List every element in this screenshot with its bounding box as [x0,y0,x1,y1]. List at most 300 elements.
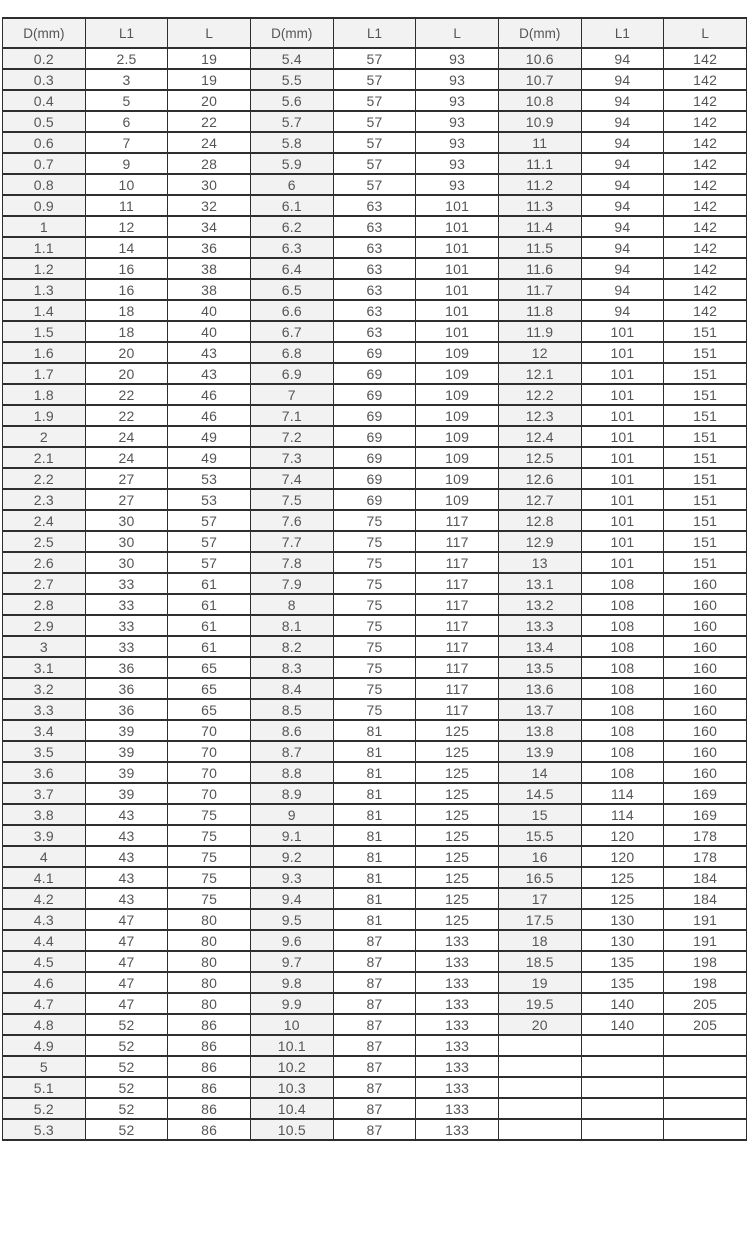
table-row [3,678,747,699]
l1-value-cell: 94 [581,258,664,279]
l-value-cell: 117 [416,573,499,594]
l-value-cell: 133 [416,1056,499,1077]
l-value-cell: 117 [416,699,499,720]
table-row [3,69,747,90]
l1-value-cell: 24 [85,447,168,468]
d-value-cell: 5.6 [250,90,333,111]
l-value-cell: 160 [664,573,747,594]
d-value-cell: 13.1 [498,573,581,594]
l-value-cell: 117 [416,678,499,699]
l1-value-cell: 57 [333,174,416,195]
d-value-cell: 12.3 [498,405,581,426]
d-value-cell: 15.5 [498,825,581,846]
d-value-cell: 3.6 [3,762,86,783]
d-value-cell: 2 [3,426,86,447]
l1-value-cell: 108 [581,741,664,762]
d-value-cell: 0.9 [3,195,86,216]
l1-value-cell: 75 [333,615,416,636]
d-value-cell: 1.2 [3,258,86,279]
table-header [3,18,747,48]
l-value-cell: 46 [168,405,251,426]
d-value-cell: 10.4 [250,1098,333,1119]
l-value-cell: 151 [664,468,747,489]
l-value-cell: 101 [416,237,499,258]
l-value-cell: 205 [664,993,747,1014]
l1-value-cell: 18 [85,321,168,342]
l-value-cell: 101 [416,321,499,342]
d-value-cell: 15 [498,804,581,825]
column-header: L1 [333,18,416,48]
l-value-cell: 125 [416,762,499,783]
table-row [3,258,747,279]
l1-value-cell: 114 [581,783,664,804]
l1-value-cell: 69 [333,468,416,489]
l-value-cell: 160 [664,720,747,741]
d-value-cell: 2.7 [3,573,86,594]
l-value-cell: 61 [168,636,251,657]
l-value-cell: 142 [664,153,747,174]
l1-value-cell: 75 [333,657,416,678]
table-row [3,972,747,993]
l1-value-cell: 47 [85,972,168,993]
d-value-cell: 0.4 [3,90,86,111]
d-value-cell: 4.8 [3,1014,86,1035]
table-row [3,426,747,447]
d-value-cell: 13.6 [498,678,581,699]
l-value-cell: 65 [168,657,251,678]
l-value-cell: 93 [416,69,499,90]
l1-value-cell: 75 [333,678,416,699]
l-value-cell: 109 [416,447,499,468]
d-value-cell: 12.7 [498,489,581,510]
l-value-cell: 133 [416,951,499,972]
l1-value-cell: 57 [333,90,416,111]
l-value-cell: 36 [168,237,251,258]
d-value-cell: 11.2 [498,174,581,195]
d-value-cell: 10.7 [498,69,581,90]
l1-value-cell: 6 [85,111,168,132]
table-row [3,90,747,111]
l-value-cell: 125 [416,804,499,825]
d-value-cell: 18 [498,930,581,951]
l1-value-cell: 47 [85,909,168,930]
d-value-cell: 12.6 [498,468,581,489]
table-row [3,573,747,594]
l1-value-cell: 63 [333,216,416,237]
d-value-cell: 3.2 [3,678,86,699]
d-value-cell: 13.8 [498,720,581,741]
l1-value-cell: 47 [85,951,168,972]
l1-value-cell: 101 [581,531,664,552]
l1-value-cell: 101 [581,510,664,531]
l1-value-cell: 81 [333,909,416,930]
d-value-cell: 10 [250,1014,333,1035]
d-value-cell: 10.8 [498,90,581,111]
d-value-cell: 17.5 [498,909,581,930]
l-value-cell [664,1098,747,1119]
l-value-cell: 46 [168,384,251,405]
l1-value-cell: 81 [333,804,416,825]
d-value-cell: 8.4 [250,678,333,699]
l1-value-cell: 69 [333,405,416,426]
d-value-cell: 8.2 [250,636,333,657]
table-body [3,48,747,1140]
l-value-cell: 117 [416,657,499,678]
d-value-cell: 1.4 [3,300,86,321]
l1-value-cell: 108 [581,594,664,615]
l-value-cell: 151 [664,321,747,342]
d-value-cell: 6.4 [250,258,333,279]
l-value-cell: 101 [416,216,499,237]
dimension-table [2,17,747,1141]
d-value-cell: 11.3 [498,195,581,216]
d-value-cell: 10.1 [250,1035,333,1056]
l1-value-cell: 33 [85,636,168,657]
l-value-cell: 117 [416,531,499,552]
l1-value-cell: 94 [581,237,664,258]
l-value-cell: 86 [168,1056,251,1077]
d-value-cell: 13.3 [498,615,581,636]
table-row [3,594,747,615]
l1-value-cell: 52 [85,1119,168,1140]
d-value-cell: 13.2 [498,594,581,615]
l1-value-cell: 81 [333,783,416,804]
d-value-cell: 9.8 [250,972,333,993]
l1-value-cell: 43 [85,825,168,846]
d-value-cell: 0.6 [3,132,86,153]
l1-value-cell: 63 [333,237,416,258]
d-value-cell: 11.1 [498,153,581,174]
l1-value-cell: 101 [581,321,664,342]
l1-value-cell: 43 [85,846,168,867]
l-value-cell: 40 [168,321,251,342]
d-value-cell: 18.5 [498,951,581,972]
l-value-cell: 19 [168,48,251,69]
d-value-cell: 14.5 [498,783,581,804]
d-value-cell: 16 [498,846,581,867]
d-value-cell: 5.7 [250,111,333,132]
l1-value-cell: 135 [581,972,664,993]
l1-value-cell: 63 [333,279,416,300]
l1-value-cell: 39 [85,762,168,783]
d-value-cell: 3.7 [3,783,86,804]
l1-value-cell: 57 [333,153,416,174]
d-value-cell: 2.1 [3,447,86,468]
table-row [3,657,747,678]
table-row [3,363,747,384]
d-value-cell: 9.4 [250,888,333,909]
l-value-cell: 109 [416,342,499,363]
d-value-cell: 1.9 [3,405,86,426]
table-row [3,1035,747,1056]
l1-value-cell [581,1098,664,1119]
l-value-cell: 191 [664,909,747,930]
l1-value-cell: 20 [85,363,168,384]
l1-value-cell: 18 [85,300,168,321]
table-row [3,552,747,573]
l-value-cell [664,1119,747,1140]
d-value-cell: 9.2 [250,846,333,867]
d-value-cell: 6.2 [250,216,333,237]
table-row [3,300,747,321]
l1-value-cell: 24 [85,426,168,447]
l1-value-cell: 39 [85,720,168,741]
l-value-cell: 160 [664,678,747,699]
d-value-cell: 11.4 [498,216,581,237]
l-value-cell: 198 [664,951,747,972]
l1-value-cell: 87 [333,1077,416,1098]
d-value-cell: 4.6 [3,972,86,993]
d-value-cell: 17 [498,888,581,909]
l-value-cell: 125 [416,846,499,867]
l-value-cell: 86 [168,1035,251,1056]
d-value-cell: 12.8 [498,510,581,531]
l-value-cell: 53 [168,489,251,510]
l1-value-cell: 33 [85,594,168,615]
l1-value-cell: 125 [581,867,664,888]
d-value-cell: 6.7 [250,321,333,342]
l1-value-cell: 101 [581,384,664,405]
table-row [3,888,747,909]
table-row [3,174,747,195]
l1-value-cell: 87 [333,1119,416,1140]
l1-value-cell: 52 [85,1014,168,1035]
l1-value-cell: 22 [85,384,168,405]
column-header: L1 [581,18,664,48]
table-row [3,405,747,426]
d-value-cell: 9.1 [250,825,333,846]
d-value-cell [498,1077,581,1098]
l-value-cell: 22 [168,111,251,132]
d-value-cell: 3.1 [3,657,86,678]
d-value-cell: 8.8 [250,762,333,783]
l1-value-cell: 130 [581,909,664,930]
d-value-cell: 1.3 [3,279,86,300]
l-value-cell: 160 [664,699,747,720]
l-value-cell: 109 [416,363,499,384]
l-value-cell: 61 [168,573,251,594]
l1-value-cell: 101 [581,426,664,447]
l1-value-cell: 108 [581,699,664,720]
d-value-cell: 6.5 [250,279,333,300]
d-value-cell: 1.6 [3,342,86,363]
l1-value-cell: 57 [333,111,416,132]
table-row [3,699,747,720]
d-value-cell: 8.3 [250,657,333,678]
d-value-cell: 4.1 [3,867,86,888]
table-row [3,384,747,405]
d-value-cell: 6.8 [250,342,333,363]
l1-value-cell: 75 [333,510,416,531]
l-value-cell: 133 [416,972,499,993]
d-value-cell: 6.9 [250,363,333,384]
d-value-cell: 0.2 [3,48,86,69]
l-value-cell: 57 [168,531,251,552]
l-value-cell: 61 [168,615,251,636]
l-value-cell: 142 [664,111,747,132]
l1-value-cell: 101 [581,405,664,426]
d-value-cell: 19.5 [498,993,581,1014]
d-value-cell: 0.3 [3,69,86,90]
l-value-cell: 125 [416,741,499,762]
l1-value-cell: 39 [85,783,168,804]
l1-value-cell: 69 [333,447,416,468]
l-value-cell: 198 [664,972,747,993]
l1-value-cell [581,1119,664,1140]
d-value-cell: 5.8 [250,132,333,153]
l-value-cell: 125 [416,825,499,846]
l-value-cell: 133 [416,1098,499,1119]
l-value-cell: 117 [416,552,499,573]
l-value-cell: 65 [168,678,251,699]
l-value-cell: 65 [168,699,251,720]
l-value-cell: 38 [168,258,251,279]
d-value-cell: 4.7 [3,993,86,1014]
l-value-cell: 125 [416,909,499,930]
l-value-cell [664,1035,747,1056]
table-row [3,951,747,972]
table-row [3,1119,747,1140]
l1-value-cell: 22 [85,405,168,426]
l1-value-cell: 101 [581,447,664,468]
l1-value-cell: 81 [333,825,416,846]
d-value-cell: 0.7 [3,153,86,174]
d-value-cell: 2.4 [3,510,86,531]
l-value-cell: 93 [416,174,499,195]
l-value-cell: 86 [168,1077,251,1098]
l1-value-cell: 130 [581,930,664,951]
l1-value-cell: 101 [581,489,664,510]
l-value-cell: 57 [168,552,251,573]
d-value-cell: 19 [498,972,581,993]
l-value-cell: 160 [664,594,747,615]
l-value-cell: 142 [664,48,747,69]
l1-value-cell: 87 [333,1014,416,1035]
table-row [3,153,747,174]
d-value-cell: 2.2 [3,468,86,489]
l-value-cell: 75 [168,867,251,888]
d-value-cell: 1.7 [3,363,86,384]
d-value-cell: 7.7 [250,531,333,552]
table-row [3,762,747,783]
l-value-cell: 109 [416,489,499,510]
d-value-cell: 9.5 [250,909,333,930]
l-value-cell: 142 [664,300,747,321]
l1-value-cell: 101 [581,552,664,573]
l1-value-cell: 81 [333,888,416,909]
l1-value-cell: 108 [581,657,664,678]
d-value-cell: 10.6 [498,48,581,69]
d-value-cell [498,1119,581,1140]
table-row [3,636,747,657]
table-row [3,1077,747,1098]
d-value-cell: 12.9 [498,531,581,552]
d-value-cell: 7.6 [250,510,333,531]
l-value-cell: 125 [416,867,499,888]
l-value-cell: 38 [168,279,251,300]
d-value-cell: 1.1 [3,237,86,258]
l-value-cell: 75 [168,825,251,846]
l1-value-cell: 108 [581,573,664,594]
l1-value-cell: 57 [333,69,416,90]
l-value-cell: 75 [168,846,251,867]
table-row [3,846,747,867]
l-value-cell: 151 [664,552,747,573]
d-value-cell: 10.3 [250,1077,333,1098]
d-value-cell: 8.9 [250,783,333,804]
l1-value-cell: 36 [85,657,168,678]
l-value-cell: 80 [168,951,251,972]
d-value-cell: 13.5 [498,657,581,678]
d-value-cell: 5.9 [250,153,333,174]
l1-value-cell: 75 [333,594,416,615]
l1-value-cell: 81 [333,867,416,888]
l-value-cell: 40 [168,300,251,321]
l-value-cell: 70 [168,783,251,804]
l-value-cell: 109 [416,384,499,405]
l-value-cell: 133 [416,930,499,951]
d-value-cell: 9.6 [250,930,333,951]
table-row [3,468,747,489]
l1-value-cell: 94 [581,216,664,237]
d-value-cell [498,1098,581,1119]
d-value-cell: 8.6 [250,720,333,741]
l-value-cell: 19 [168,69,251,90]
l1-value-cell: 114 [581,804,664,825]
l-value-cell: 142 [664,237,747,258]
l-value-cell: 43 [168,342,251,363]
d-value-cell: 6.6 [250,300,333,321]
l-value-cell: 169 [664,804,747,825]
l1-value-cell: 108 [581,636,664,657]
d-value-cell: 6.3 [250,237,333,258]
d-value-cell: 5.5 [250,69,333,90]
l-value-cell: 151 [664,447,747,468]
l1-value-cell: 16 [85,279,168,300]
d-value-cell: 4.4 [3,930,86,951]
l-value-cell: 151 [664,342,747,363]
l-value-cell: 34 [168,216,251,237]
table-row [3,489,747,510]
d-value-cell: 4.9 [3,1035,86,1056]
header-row [3,18,747,48]
l1-value-cell: 9 [85,153,168,174]
l1-value-cell: 94 [581,195,664,216]
l1-value-cell: 94 [581,279,664,300]
l1-value-cell: 81 [333,846,416,867]
l-value-cell: 86 [168,1098,251,1119]
d-value-cell: 12.2 [498,384,581,405]
d-value-cell: 20 [498,1014,581,1035]
l1-value-cell: 108 [581,615,664,636]
l-value-cell: 160 [664,762,747,783]
l1-value-cell [581,1077,664,1098]
d-value-cell: 2.9 [3,615,86,636]
d-value-cell: 6.1 [250,195,333,216]
table-row [3,321,747,342]
d-value-cell: 9.9 [250,993,333,1014]
l1-value-cell: 57 [333,132,416,153]
d-value-cell: 8.7 [250,741,333,762]
l1-value-cell: 63 [333,321,416,342]
d-value-cell: 3.9 [3,825,86,846]
d-value-cell: 2.5 [3,531,86,552]
d-value-cell: 11.5 [498,237,581,258]
d-value-cell: 5 [3,1056,86,1077]
l1-value-cell: 27 [85,489,168,510]
column-header: L [664,18,747,48]
l-value-cell: 142 [664,258,747,279]
